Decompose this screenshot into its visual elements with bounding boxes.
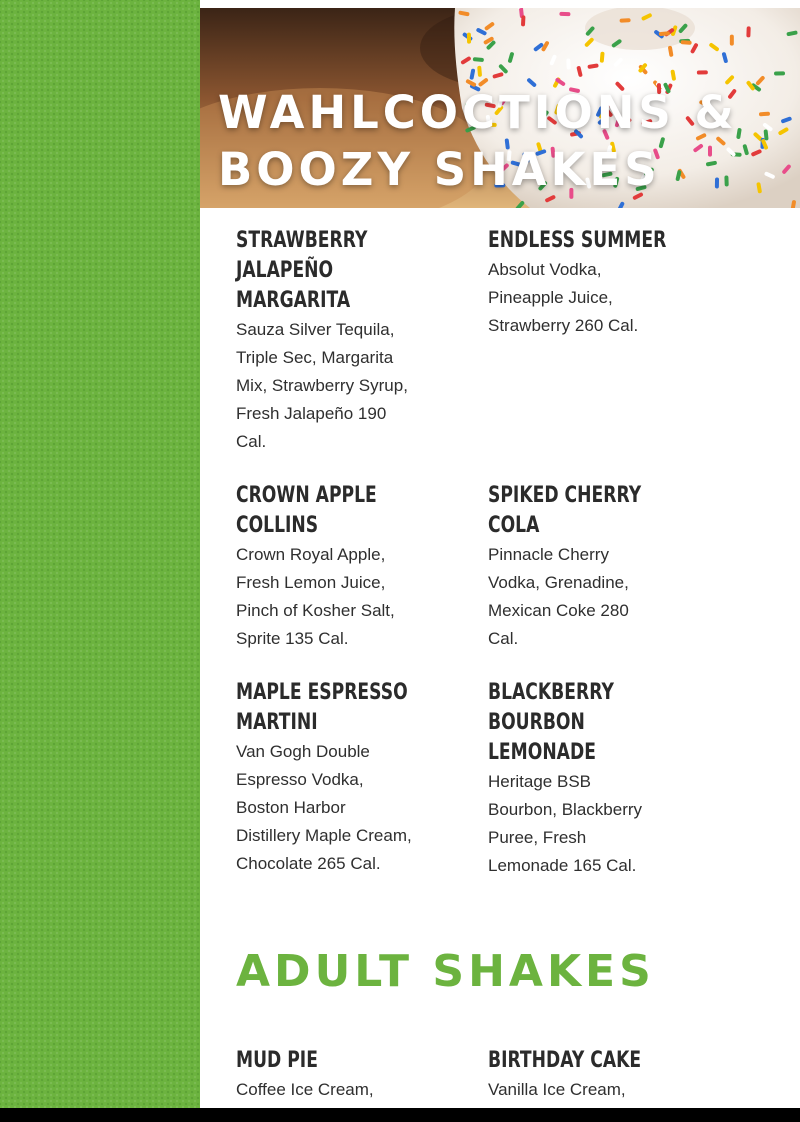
menu-item: [236, 481, 416, 653]
sprinkle: [730, 35, 734, 46]
sprinkle: [566, 58, 571, 69]
sprinkle: [697, 70, 708, 74]
sprinkle: [620, 18, 631, 23]
menu-item: [488, 226, 668, 340]
menu-item: [488, 678, 668, 880]
item-description: Vanilla Ice Cream,: [488, 1080, 626, 1099]
menu-item: [488, 1046, 668, 1104]
item-description: Coffee Ice Cream,: [236, 1080, 374, 1099]
item-name: BIRTHDAY CAKE: [488, 1048, 642, 1073]
green-sidebar: [0, 0, 200, 1108]
item-name: BLACKBERRY BOURBON LEMONADE: [488, 680, 614, 765]
item-name: SPIKED CHERRY COLA: [488, 483, 642, 538]
sprinkle: [746, 26, 750, 37]
sprinkle: [774, 71, 785, 75]
menu-item: [236, 1046, 416, 1104]
item-description: Crown Royal Apple, Fresh Lemon Juice, Pinch of Kosher Salt, Sprite 135 Cal.: [236, 545, 395, 648]
menu-item: [236, 678, 416, 878]
item-name: ENDLESS SUMMER: [488, 228, 667, 253]
sprinkle: [467, 33, 471, 44]
banner-title: WAHLCOCTIONS & BOOZY SHAKES: [218, 86, 738, 196]
item-description: Sauza Silver Tequila, Triple Sec, Margarita Mix, Strawberry Syrup, Fresh Jalapeño 190 Cal.: [236, 320, 408, 451]
item-description: Absolut Vodka, Pineapple Juice, Strawberry 260 Cal.: [488, 260, 639, 335]
item-description: Pinnacle Cherry Vodka, Grenadine, Mexican Coke 280 Cal.: [488, 545, 629, 648]
banner-image: [200, 8, 800, 208]
item-name: STRAWBERRY JALAPEÑO MARGARITA: [236, 228, 368, 313]
item-name: MAPLE ESPRESSO MARTINI: [236, 680, 408, 735]
item-name: MUD PIE: [236, 1048, 318, 1073]
sprinkle: [521, 15, 526, 26]
item-description: Van Gogh Double Espresso Vodka, Boston Harbor Distillery Maple Cream, Chocolate 265 Cal.: [236, 742, 412, 873]
menu-item: [488, 481, 668, 653]
sprinkle: [681, 40, 692, 45]
bottom-edge: [0, 1108, 800, 1122]
section-title-adult-shakes: ADULT SHAKES: [236, 946, 655, 997]
item-name: CROWN APPLE COLLINS: [236, 483, 377, 538]
sprinkle: [559, 12, 570, 16]
menu-item: [236, 226, 416, 456]
sprinkle: [759, 112, 770, 117]
item-description: Heritage BSB Bourbon, Blackberry Puree, Fresh Lemonade 165 Cal.: [488, 772, 643, 875]
top-margin: [200, 0, 800, 8]
